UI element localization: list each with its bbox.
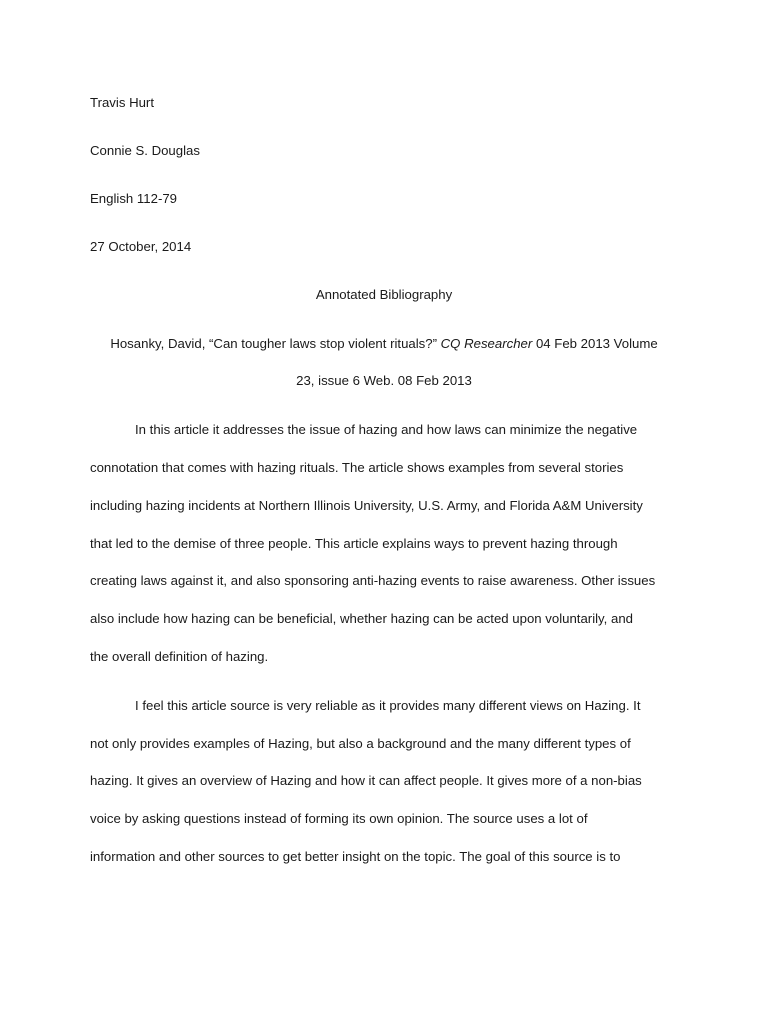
citation-author-title: Hosanky, David, “Can tougher laws stop violent rituals?” <box>110 336 441 351</box>
paragraph-2-line: not only provides examples of Hazing, but also a background and the many different types of <box>90 736 631 751</box>
paragraph-2-line: information and other sources to get better insight on the topic. The goal of this source is to <box>90 849 621 864</box>
paragraph-1-line: connotation that comes with hazing rituals. The article shows examples from several stories <box>90 460 624 475</box>
paragraph-2-line: I feel this article source is very reliable as it provides many different views on Hazing. It <box>135 698 641 713</box>
paragraph-2-line: voice by asking questions instead of forming its own opinion. The source uses a lot of <box>90 811 588 826</box>
citation-line-1 <box>0 334 768 354</box>
paragraph-1-line: creating laws against it, and also sponsoring anti-hazing events to raise awareness. Other issues <box>90 573 656 588</box>
paragraph-1-line: the overall definition of hazing. <box>90 649 269 664</box>
document-date: 27 October, 2014 <box>90 239 192 254</box>
paragraph-2-line: hazing. It gives an overview of Hazing and how it can affect people. It gives more of a non-bias <box>90 773 642 788</box>
student-name: Travis Hurt <box>90 95 154 110</box>
instructor-name: Connie S. Douglas <box>90 143 200 158</box>
paragraph-1-line: including hazing incidents at Northern Illinois University, U.S. Army, and Florida A&M University <box>90 498 643 513</box>
paragraph-1-line: In this article it addresses the issue of hazing and how laws can minimize the negative <box>135 422 638 437</box>
course-name: English 112-79 <box>90 191 177 206</box>
citation-line-2: 23, issue 6 Web. 08 Feb 2013 <box>296 373 472 388</box>
paragraph-1-line: that led to the demise of three people. This article explains ways to prevent hazing through <box>90 536 618 551</box>
document-title: Annotated Bibliography <box>315 287 453 302</box>
paragraph-1-line: also include how hazing can be beneficial, whether hazing can be acted upon voluntarily, and <box>90 611 634 626</box>
citation-journal: CQ Researcher <box>440 336 533 351</box>
citation-volume: 04 Feb 2013 Volume <box>532 336 658 351</box>
